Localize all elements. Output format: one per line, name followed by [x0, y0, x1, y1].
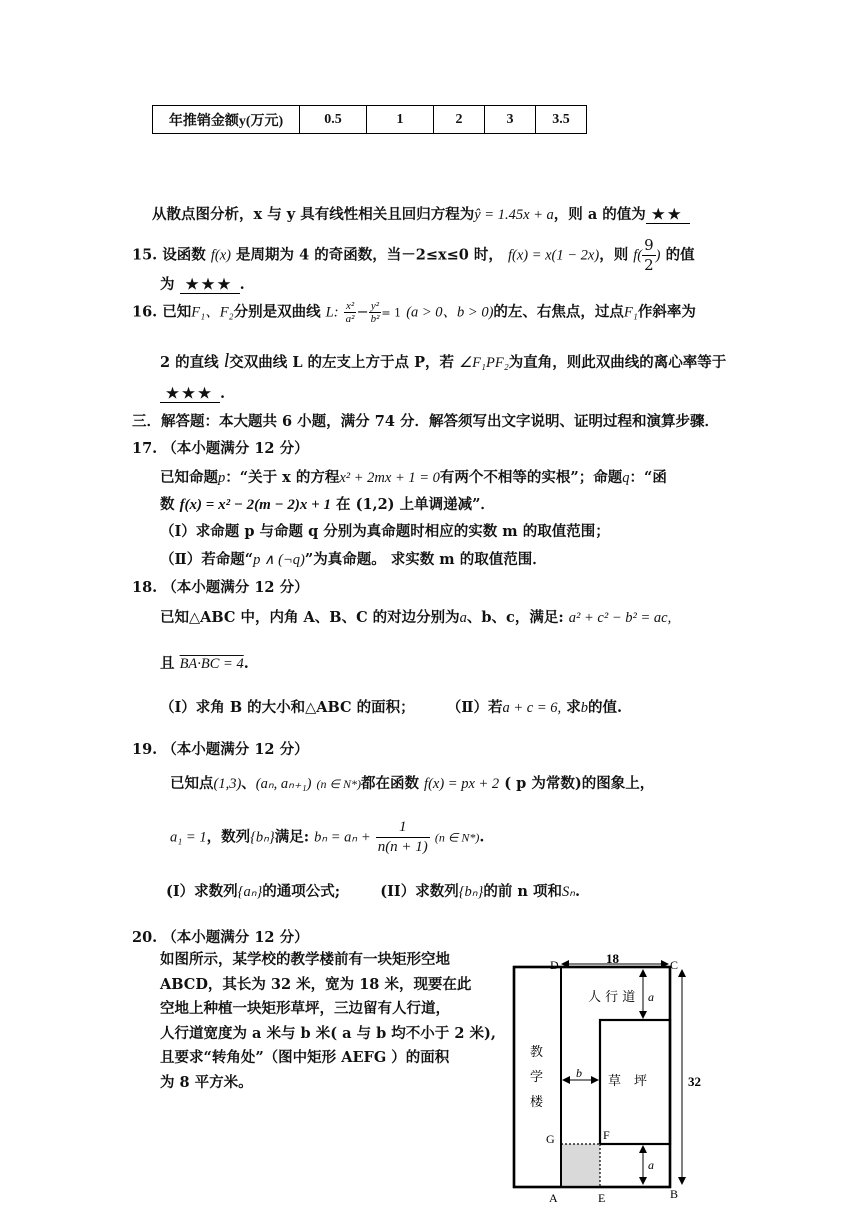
height-label: 32	[688, 1074, 701, 1089]
frac-den: 2	[644, 256, 654, 274]
q17-line4	[160, 548, 860, 569]
frac-den: a²	[345, 313, 355, 325]
q15-text: 为	[160, 276, 175, 293]
math-expr: (n ∈ N*)	[316, 777, 361, 791]
q17-text: 在 (1,2) 上单调递减”．	[336, 496, 495, 513]
frac-num: 9	[644, 236, 654, 254]
label-b: B	[670, 1187, 679, 1201]
q19-text: 满足:	[274, 828, 310, 846]
q20-heading	[132, 926, 860, 947]
table-cell: 1	[367, 106, 434, 134]
q16-line1	[132, 300, 860, 325]
question-score: （本小题满分 12 分）	[162, 579, 309, 596]
q18-text: （Ⅱ）若	[446, 699, 503, 716]
math-expr: b	[580, 700, 588, 716]
math-expr: l	[223, 350, 230, 372]
vector-expr: BA·BC = 4	[179, 656, 244, 672]
math-expr: a + c = 6,	[502, 700, 562, 716]
label-a: A	[549, 1191, 558, 1205]
walkway-label: 人 行 道	[588, 990, 636, 1005]
q17-line3: （Ⅰ）求命题 p 与命题 q 分别为真命题时相应的实数 m 的取值范围；	[160, 523, 610, 540]
math-expr: (aₙ, aₙ₊₁)	[255, 776, 312, 792]
table-cell: 3	[485, 106, 536, 134]
q16-text: 已知	[162, 303, 192, 321]
math-expr: {bₙ}	[250, 829, 275, 846]
label-f: F	[603, 1128, 610, 1142]
math-expr: {bₙ}	[458, 884, 484, 900]
q19-text: ( p 为常数)的图象上，	[504, 775, 655, 792]
building-label-1: 教	[530, 1045, 544, 1060]
table-cell: 2	[434, 106, 485, 134]
question-number: 18.	[132, 579, 158, 596]
sales-table	[152, 105, 587, 134]
frac-num: y²	[369, 300, 382, 313]
q19-text: .	[479, 828, 485, 846]
question-score: （本小题满分 12 分）	[162, 929, 309, 946]
q17-line2	[160, 493, 860, 514]
frac-num: x²	[344, 300, 357, 313]
q16-text: 分别是双曲线	[233, 303, 321, 321]
q16-text: 交双曲线 L 的左支上方于点 P，若	[229, 354, 455, 371]
b-label: b	[576, 1066, 582, 1080]
fraction	[376, 818, 430, 857]
frac-den: b²	[370, 313, 380, 325]
building-label-2: 学	[530, 1070, 544, 1085]
math-expr: )	[655, 247, 661, 264]
q20-paragraph	[160, 948, 496, 1095]
q20-text-line: 空地上种植一块矩形草坪，三边留有人行道，	[160, 1000, 450, 1017]
math-expr: f(x) = x(1 − 2x)	[507, 247, 600, 264]
q18-text: 且	[160, 655, 175, 672]
label-c: C	[670, 958, 679, 972]
q17-text: ：“关于 x 的方程	[225, 469, 340, 486]
q19-text: ，数列	[206, 828, 251, 846]
q15-line2	[160, 273, 860, 294]
q17-text: 已知命题	[160, 469, 218, 486]
q16-text: 为直角，则此双曲线的离心率等于	[508, 354, 727, 371]
q16-line3	[160, 385, 860, 403]
q16-text: 作斜率为	[637, 303, 696, 321]
math-expr: F₁、F₂	[191, 304, 234, 321]
question-score: （本小题满分 12 分）	[162, 741, 309, 758]
q16-line2	[160, 350, 860, 373]
table-row	[153, 106, 587, 134]
question-number: 20.	[132, 929, 158, 946]
regression-equation: ŷ = 1.45x + a	[474, 207, 554, 223]
q14-text: x 与 y 具有线性相关且回归方程为	[253, 206, 475, 223]
question-number: 15.	[132, 246, 158, 264]
section-heading: 三．解答题：本大题共 6 小题，满分 74 分．解答须写出文字说明、证明过程和演算步骤．	[132, 413, 719, 430]
q18-text: 、b、c，满足:	[466, 609, 564, 626]
q20-text-line: 且要求“转角处”（图中矩形 AEFG ）的面积	[160, 1049, 450, 1066]
q17-text: ：“函	[629, 469, 667, 486]
q17-heading	[132, 437, 860, 458]
math-expr: f(	[633, 247, 643, 264]
q15-text: .	[239, 276, 245, 293]
q14-text: ，则 a 的值为	[553, 206, 646, 223]
math-expr: bₙ = aₙ +	[314, 829, 371, 846]
corner-area	[561, 1144, 600, 1187]
q15-text: 的值	[665, 246, 695, 264]
q19-text: 的前 n 项和	[483, 883, 562, 900]
q18-text: （Ⅰ）求角 B 的大小和△ABC 的面积；	[160, 699, 415, 716]
fraction	[344, 300, 357, 325]
q18-text: 已知△ABC 中，内角 A、B、C 的对边分别为	[160, 609, 460, 626]
a-top-label: a	[648, 990, 654, 1004]
math-expr: a₁ = 1	[170, 829, 207, 846]
math-expr: (1,3)	[213, 776, 242, 792]
math-expr: f(x) = px + 2	[424, 776, 500, 792]
math-expr: p ∧ (¬q)	[253, 552, 305, 568]
q18-line2	[160, 652, 860, 673]
q16-text: 的左、右焦点，过点	[493, 303, 624, 321]
label-g: G	[546, 1132, 555, 1146]
site-plan-figure	[500, 948, 730, 1210]
math-expr: L:	[325, 304, 339, 321]
q20-text-line: 如图所示，某学校的教学楼前有一块矩形空地	[160, 951, 450, 968]
q19-text: 已知点	[170, 775, 214, 792]
answer-blank: ★★	[646, 206, 690, 224]
math-expr: ∠F₁PF₂	[459, 355, 509, 371]
q19-text: 都在函数	[360, 775, 419, 792]
label-e: E	[598, 1191, 606, 1205]
q19-line3	[166, 880, 860, 901]
math-expr: Sₙ	[561, 884, 575, 900]
q17-text: （Ⅱ）若命题“	[160, 551, 254, 568]
math-expr: (a > 0、b > 0)	[406, 304, 494, 321]
question-number: 17.	[132, 440, 158, 457]
math-expr: f(x) = x² − 2(m − 2)x + 1	[179, 497, 331, 513]
q15-text: 设函数	[162, 246, 206, 264]
q19-text: 的通项公式;	[262, 883, 341, 900]
label-d: D	[550, 958, 559, 972]
q14-tail-line	[152, 203, 860, 224]
q17-text: 数	[160, 496, 175, 513]
width-label: 18	[606, 951, 619, 966]
fraction	[642, 236, 656, 275]
question-score: （本小题满分 12 分）	[162, 440, 309, 457]
q19-line2	[170, 818, 860, 857]
q18-heading	[132, 576, 860, 597]
q14-text: 从散点图分析，	[152, 206, 254, 223]
table-cell: 0.5	[300, 106, 367, 134]
math-expr: p	[218, 470, 226, 486]
q15-text: ，则	[599, 246, 629, 264]
math-expr: x² + 2mx + 1 = 0	[339, 470, 440, 486]
frac-den: n(n + 1)	[377, 839, 428, 855]
answer-blank: ★★★	[180, 276, 240, 294]
building-label-3: 楼	[530, 1095, 544, 1110]
a-bottom-label: a	[648, 1158, 654, 1172]
math-expr: {aₙ}	[237, 884, 263, 900]
math-expr: (n ∈ N*)	[434, 830, 480, 845]
q17-line1	[160, 466, 860, 487]
question-number: 19.	[132, 741, 158, 758]
q19-text: .	[575, 883, 581, 900]
fraction	[369, 300, 382, 325]
q18-line3	[160, 696, 860, 717]
q19-heading	[132, 738, 860, 759]
q15-text: 是周期为 4 的奇函数，当－2≤x≤0 时，	[236, 246, 503, 264]
q20-text-line: 为 8 平方米。	[160, 1073, 253, 1091]
q17-text: 有两个不相等的实根”；命题	[439, 469, 623, 486]
q15-line1	[132, 236, 860, 275]
math-expr: = 1	[381, 306, 402, 320]
q19-text: 、	[241, 775, 256, 792]
table-header-cell: 年推销金额y(万元)	[153, 106, 300, 134]
q20-text-line: 人行道宽度为 a 米与 b 米( a 与 b 均不小于 2 米),	[160, 1024, 496, 1042]
q18-text: .	[243, 655, 249, 672]
math-expr: a	[459, 610, 467, 626]
table-cell: 3.5	[536, 106, 587, 134]
q19-text: (II）求数列	[380, 883, 459, 900]
q18-text: 的值.	[587, 699, 623, 716]
frac-num: 1	[376, 818, 430, 838]
q16-text: .	[220, 385, 226, 402]
q18-text: 求	[566, 699, 581, 716]
math-expr: F₁	[623, 304, 638, 321]
math-expr: a² + c² − b² = ac,	[568, 610, 672, 626]
math-expr: f(x)	[210, 247, 231, 264]
math-expr: q	[622, 470, 630, 486]
math-expr: −	[356, 304, 369, 321]
q19-line1	[170, 772, 860, 793]
answer-blank: ★★★	[160, 385, 220, 403]
question-number: 16.	[132, 303, 158, 321]
q18-line1	[160, 606, 860, 627]
lawn-label: 草 坪	[608, 1074, 648, 1089]
q19-text: (I）求数列	[166, 883, 238, 900]
q20-text-line: ABCD，其长为 32 米，宽为 18 米，现要在此	[160, 975, 472, 993]
q17-text: ”为真命题。 求实数 m 的取值范围．	[304, 551, 547, 568]
q16-text: 2 的直线	[160, 354, 219, 371]
